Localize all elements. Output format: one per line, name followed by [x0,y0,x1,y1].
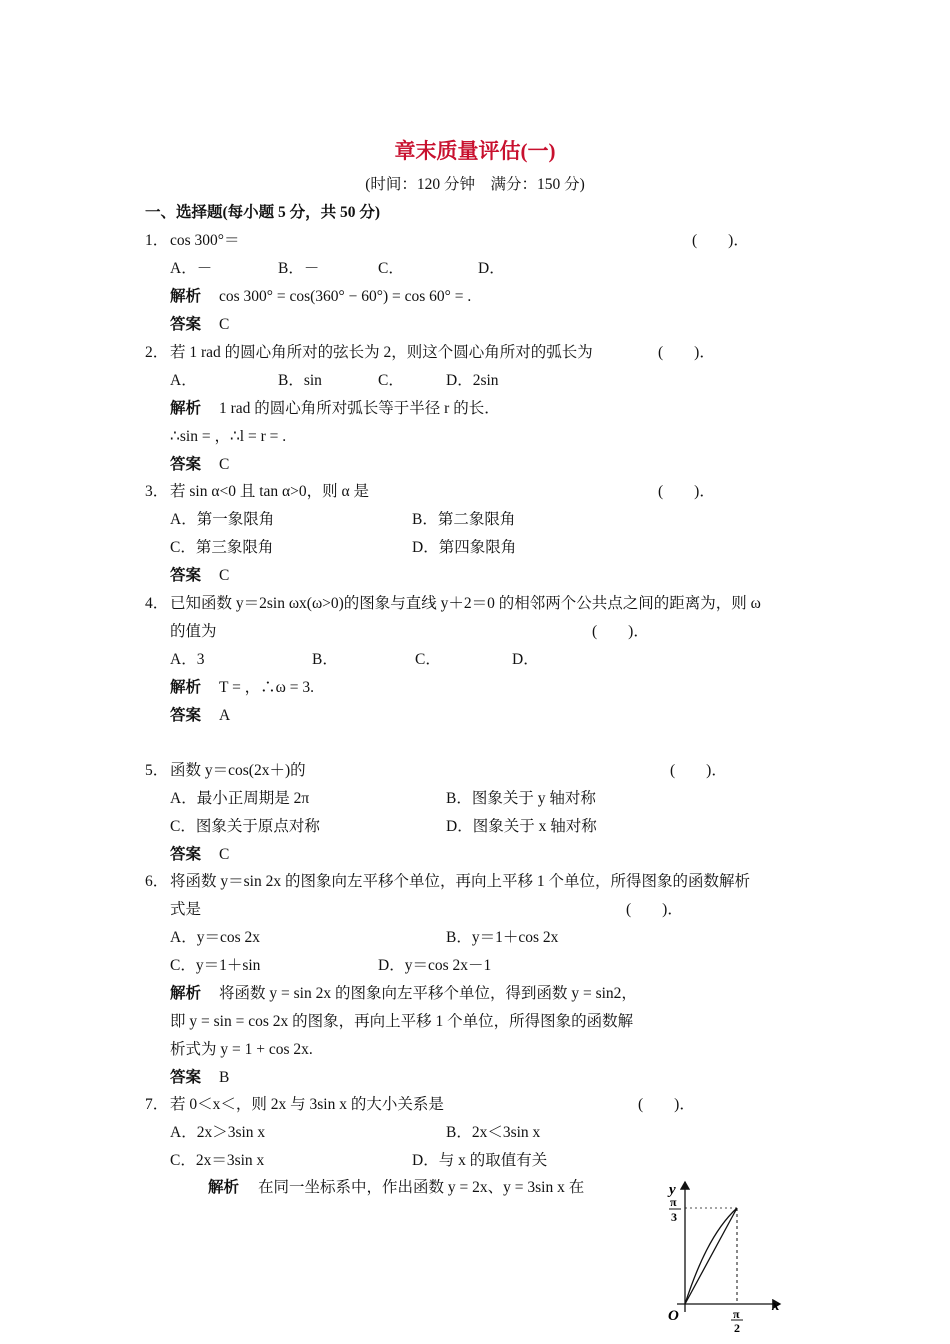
q5-answer-label: 答案 [170,846,202,863]
q5-option-d: D．图象关于 x 轴对称 [446,818,597,835]
function-graph [655,1172,790,1332]
q2-option-c: C． [378,372,404,389]
q3-option-a: A．第一象限角 [170,511,275,528]
y-tick-denominator: 3 [671,1210,677,1224]
q7-analysis: 在同一坐标系中，作出函数 y = 2x、y = 3sin x 在 [258,1179,585,1196]
q7-stem: 若 0＜x＜，则 2x 与 3sin x 的大小关系是 [170,1096,444,1113]
q4-option-a: A．3 [170,651,205,668]
q6-answer: B [219,1069,230,1086]
q6-paren: ( )． [626,901,683,918]
q3-stem: 若 sin α<0 且 tan α>0，则 α 是 [170,483,369,500]
q2-paren: ( )． [658,344,715,361]
x-tick-numerator: π [733,1307,740,1321]
y-axis-label: y [669,1182,676,1198]
q1-option-c: C． [378,260,404,277]
exam-time-info: (时间：120 分钟 满分：150 分) [365,176,585,193]
q1-analysis-label: 解析 [170,288,202,305]
q7-option-c: C．2x＝3sin x [170,1152,265,1169]
q3-option-c: C．第三象限角 [170,539,274,556]
origin-label: O [668,1308,679,1324]
x-tick-denominator: 2 [734,1321,740,1332]
q2-option-d: D．2sin [446,372,499,389]
q6-analysis-label: 解析 [170,985,202,1002]
q1-number: 1． [145,232,169,249]
q7-analysis-label: 解析 [208,1179,240,1196]
q1-option-a: A．－ [170,260,213,277]
q2-analysis-label: 解析 [170,400,202,417]
q1-stem: cos 300°＝ [170,232,240,249]
q3-option-b: B．第二象限角 [412,511,516,528]
q7-option-a: A．2x＞3sin x [170,1124,266,1141]
q5-number: 5． [145,762,169,779]
q5-option-a: A．最小正周期是 2π [170,790,310,807]
q1-analysis: cos 300° = cos(360° − 60°) = cos 60° = . [219,288,472,305]
q6-option-c: C．y＝1＋sin [170,957,261,974]
q2-answer-label: 答案 [170,456,202,473]
q7-number: 7． [145,1096,169,1113]
q5-paren: ( )． [670,762,727,779]
q5-stem: 函数 y＝cos(2x＋)的 [170,762,306,779]
q4-analysis-label: 解析 [170,679,202,696]
q4-stem-line2: 的值为 [170,623,217,640]
section-heading: 一、选择题(每小题 5 分，共 50 分) [145,204,381,221]
q2-answer: C [219,456,230,473]
q1-option-d: D． [478,260,505,277]
q2-number: 2． [145,344,169,361]
q6-option-a: A．y＝cos 2x [170,929,260,946]
q4-option-b: B． [312,651,338,668]
q6-analysis-line2: 即 y = sin = cos 2x 的图象，再向上平移 1 个单位，所得图象的函数解 [170,1013,634,1030]
q4-answer-label: 答案 [170,707,202,724]
x-axis-label: x [772,1298,780,1314]
q2-analysis-line2: ∴sin = ，∴l = r = . [170,428,287,445]
q3-answer: C [219,567,230,584]
q6-analysis-line3: 析式为 y = 1 + cos 2x. [170,1041,313,1058]
q4-option-d: D． [512,651,539,668]
q2-analysis: 1 rad 的圆心角所对弧长等于半径 r 的长． [219,400,500,417]
page-title: 章末质量评估(一) [394,139,556,163]
q6-answer-label: 答案 [170,1069,202,1086]
q6-analysis: 将函数 y = sin 2x 的图象向左平移个单位，得到函数 y = sin2， [219,985,637,1002]
q3-answer-label: 答案 [170,567,202,584]
q6-number: 6． [145,873,169,890]
q5-answer: C [219,846,230,863]
q5-option-c: C．图象关于原点对称 [170,818,320,835]
q6-option-d: D．y＝cos 2x－1 [378,957,492,974]
q5-option-b: B．图象关于 y 轴对称 [446,790,596,807]
q3-option-d: D．第四象限角 [412,539,517,556]
q7-option-b: B．2x＜3sin x [446,1124,541,1141]
y-tick-numerator: π [670,1195,677,1209]
q2-option-b: B．sin [278,372,322,389]
q7-paren: ( )． [638,1096,695,1113]
q6-stem: 将函数 y＝sin 2x 的图象向左平移个单位，再向上平移 1 个单位，所得图象的函数解析 [170,873,750,890]
q4-stem: 已知函数 y＝2sin ωx(ω>0)的图象与直线 y＋2＝0 的相邻两个公共点之间的距离为，则 ω [170,595,761,612]
q4-paren: ( )． [592,623,649,640]
q7-option-d: D．与 x 的取值有关 [412,1152,548,1169]
q3-paren: ( )． [658,483,715,500]
q6-stem-line2: 式是 [170,901,202,918]
q2-option-a: A． [170,372,197,389]
q6-option-b: B．y＝1＋cos 2x [446,929,559,946]
q3-number: 3． [145,483,169,500]
q1-answer-label: 答案 [170,316,202,333]
q1-option-b: B．－ [278,260,320,277]
q2-stem: 若 1 rad 的圆心角所对的弦长为 2，则这个圆心角所对的弧长为 [170,344,593,361]
q4-number: 4． [145,595,169,612]
q4-analysis: T = ，∴ω = 3. [219,679,314,696]
q4-answer: A [219,707,231,724]
q4-option-c: C． [415,651,441,668]
line-y-2x [685,1208,737,1304]
q1-answer: C [219,316,230,333]
q1-paren: ( )． [692,232,749,249]
